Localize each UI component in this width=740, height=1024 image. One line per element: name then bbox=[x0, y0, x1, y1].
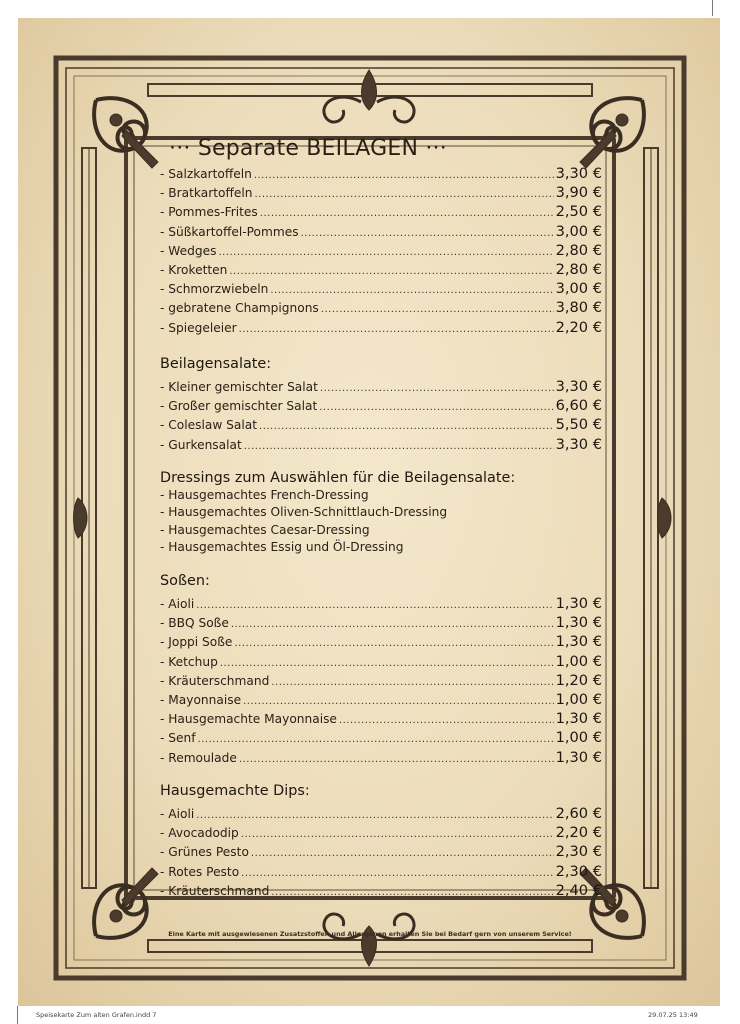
dot-leader bbox=[260, 208, 554, 219]
item-name: - Wedges bbox=[160, 243, 217, 258]
menu-item-row bbox=[160, 824, 602, 843]
dot-leader bbox=[196, 810, 553, 821]
dot-leader bbox=[234, 638, 553, 649]
item-price: 2,40 € bbox=[555, 881, 602, 899]
section-heading: Beilagensalate: bbox=[160, 356, 272, 372]
dressings-section bbox=[160, 470, 602, 558]
dressing-item: - Hausgemachtes Oliven-Schnittlauch-Dressing bbox=[160, 505, 448, 520]
dot-leader bbox=[259, 421, 554, 432]
dot-leader bbox=[320, 383, 554, 394]
item-price: 1,20 € bbox=[555, 671, 602, 689]
salate-section bbox=[160, 356, 602, 455]
item-name: - Coleslaw Salat bbox=[160, 418, 258, 433]
dot-leader bbox=[271, 677, 553, 688]
dressing-item: - Hausgemachtes Caesar-Dressing bbox=[160, 522, 370, 537]
item-name: - Grünes Pesto bbox=[160, 845, 249, 860]
dot-leader bbox=[339, 715, 554, 726]
dot-leader bbox=[271, 887, 553, 898]
menu-item-row bbox=[160, 672, 602, 691]
item-price: 3,90 € bbox=[555, 184, 602, 202]
item-price: 1,30 € bbox=[555, 633, 602, 651]
item-price: 1,30 € bbox=[555, 595, 602, 612]
beilagen-list bbox=[160, 165, 602, 338]
menu-item-row bbox=[160, 749, 602, 768]
item-price: 3,00 € bbox=[555, 280, 602, 298]
menu-page bbox=[18, 18, 720, 1006]
menu-item-row bbox=[160, 165, 602, 184]
item-name: - Aioli bbox=[160, 597, 195, 611]
menu-item-row bbox=[160, 805, 602, 824]
item-price: 5,50 € bbox=[555, 416, 602, 434]
item-price: 2,20 € bbox=[555, 318, 602, 336]
section-heading: Soßen: bbox=[160, 573, 210, 589]
item-price: 2,30 € bbox=[555, 862, 602, 880]
dressing-item: - Hausgemachtes Essig und Öl-Dressing bbox=[160, 540, 404, 555]
dot-leader bbox=[239, 754, 554, 765]
item-name: - Hausgemachte Mayonnaise bbox=[160, 712, 337, 727]
salate-list bbox=[160, 378, 602, 455]
menu-item-row bbox=[160, 595, 602, 614]
item-price: 1,00 € bbox=[555, 652, 602, 670]
item-price: 1,30 € bbox=[555, 710, 602, 728]
item-price: 3,30 € bbox=[555, 435, 602, 453]
item-price: 2,20 € bbox=[555, 824, 602, 842]
menu-item-row bbox=[160, 633, 602, 652]
menu-item-row bbox=[160, 882, 602, 901]
menu-item-row bbox=[160, 378, 602, 397]
print-slug-file: Speisekarte Zum alten Grafen.indd 7 bbox=[36, 1011, 157, 1019]
page-title: ··· Separate BEILAGEN ··· bbox=[169, 136, 447, 161]
item-name: - Spiegeleier bbox=[160, 320, 237, 335]
dot-leader bbox=[229, 266, 553, 277]
menu-item-row bbox=[160, 843, 602, 862]
item-name: - Joppi Soße bbox=[160, 635, 233, 650]
menu-item-row bbox=[160, 614, 602, 633]
menu-item-row bbox=[160, 280, 602, 299]
dips-section bbox=[160, 783, 602, 901]
item-name: - Senf bbox=[160, 731, 196, 746]
item-name: - Kroketten bbox=[160, 262, 228, 277]
menu-item-row bbox=[160, 223, 602, 242]
item-price: 2,50 € bbox=[555, 203, 602, 221]
section-heading: Hausgemachte Dips: bbox=[160, 783, 310, 799]
menu-item-row bbox=[160, 710, 602, 729]
dot-leader bbox=[243, 696, 554, 707]
dot-leader bbox=[231, 619, 554, 630]
menu-item-row bbox=[160, 299, 602, 318]
dot-leader bbox=[251, 848, 554, 859]
menu-item-row bbox=[160, 416, 602, 435]
menu-item-row bbox=[160, 691, 602, 710]
item-name: - Bratkartoffeln bbox=[160, 186, 253, 201]
dips-list bbox=[160, 805, 602, 901]
menu-item-row bbox=[160, 261, 602, 280]
dot-leader bbox=[244, 441, 554, 452]
item-name: - Pommes-Frites bbox=[160, 205, 258, 220]
section-heading: Dressings zum Auswählen für die Beilagensalate: bbox=[160, 470, 516, 486]
item-name: - Schmorzwiebeln bbox=[160, 282, 269, 297]
dot-leader bbox=[218, 247, 553, 258]
sossen-section bbox=[160, 573, 602, 768]
item-name: - Mayonnaise bbox=[160, 692, 242, 707]
item-name: - Kräuterschmand bbox=[160, 883, 270, 898]
item-name: - Ketchup bbox=[160, 654, 218, 669]
allergen-footnote: Eine Karte mit ausgewiesenen Zusatzstoffen und Allergenen erhalten Sie bei Bedarf gern von unserem Service! bbox=[168, 930, 572, 938]
item-price: 6,60 € bbox=[555, 397, 602, 415]
dot-leader bbox=[241, 868, 553, 879]
item-price: 2,30 € bbox=[555, 843, 602, 861]
item-price: 2,80 € bbox=[555, 260, 602, 278]
item-name: - BBQ Soße bbox=[160, 616, 229, 631]
print-slug-date: 29.07.25 13:49 bbox=[648, 1011, 698, 1019]
sossen-list bbox=[160, 595, 602, 768]
menu-item-row bbox=[160, 653, 602, 672]
dot-leader bbox=[241, 829, 554, 840]
item-name: - Kräuterschmand bbox=[160, 673, 270, 688]
dot-leader bbox=[254, 170, 554, 181]
dot-leader bbox=[301, 228, 554, 239]
menu-item-row bbox=[160, 319, 602, 338]
item-price: 3,80 € bbox=[555, 299, 602, 317]
item-name: - Süßkartoffel-Pommes bbox=[160, 224, 299, 239]
menu-item-row bbox=[160, 184, 602, 203]
menu-item-row bbox=[160, 242, 602, 261]
dressings-list bbox=[160, 488, 602, 558]
menu-item-row bbox=[160, 203, 602, 222]
menu-item-row bbox=[160, 436, 602, 455]
item-name: - Aioli bbox=[160, 807, 195, 821]
item-name: - Großer gemischter Salat bbox=[160, 399, 318, 414]
dressing-item: - Hausgemachtes French-Dressing bbox=[160, 488, 369, 502]
item-name: - Rotes Pesto bbox=[160, 864, 240, 879]
item-name: - Remoulade bbox=[160, 750, 237, 765]
crop-mark bbox=[17, 1006, 18, 1024]
item-name: - Gurkensalat bbox=[160, 437, 242, 452]
item-price: 1,00 € bbox=[555, 690, 602, 708]
menu-item-row bbox=[160, 397, 602, 416]
item-price: 1,30 € bbox=[555, 614, 602, 632]
dot-leader bbox=[321, 304, 554, 315]
item-name: - gebratene Champignons bbox=[160, 301, 319, 316]
item-price: 1,00 € bbox=[555, 729, 602, 747]
item-price: 3,30 € bbox=[555, 165, 602, 182]
item-price: 2,60 € bbox=[555, 805, 602, 822]
menu-item-row bbox=[160, 729, 602, 748]
dot-leader bbox=[220, 658, 554, 669]
item-name: - Kleiner gemischter Salat bbox=[160, 380, 318, 394]
item-price: 3,30 € bbox=[555, 378, 602, 395]
item-price: 3,00 € bbox=[555, 222, 602, 240]
dot-leader bbox=[196, 600, 553, 611]
dot-leader bbox=[198, 734, 554, 745]
crop-mark bbox=[712, 0, 713, 16]
menu-item-row bbox=[160, 863, 602, 882]
dot-leader bbox=[319, 402, 553, 413]
dot-leader bbox=[254, 189, 553, 200]
dot-leader bbox=[270, 285, 553, 296]
item-price: 2,80 € bbox=[555, 241, 602, 259]
dot-leader bbox=[239, 324, 554, 335]
item-name: - Salzkartoffeln bbox=[160, 167, 252, 181]
item-name: - Avocadodip bbox=[160, 826, 239, 841]
item-price: 1,30 € bbox=[555, 748, 602, 766]
